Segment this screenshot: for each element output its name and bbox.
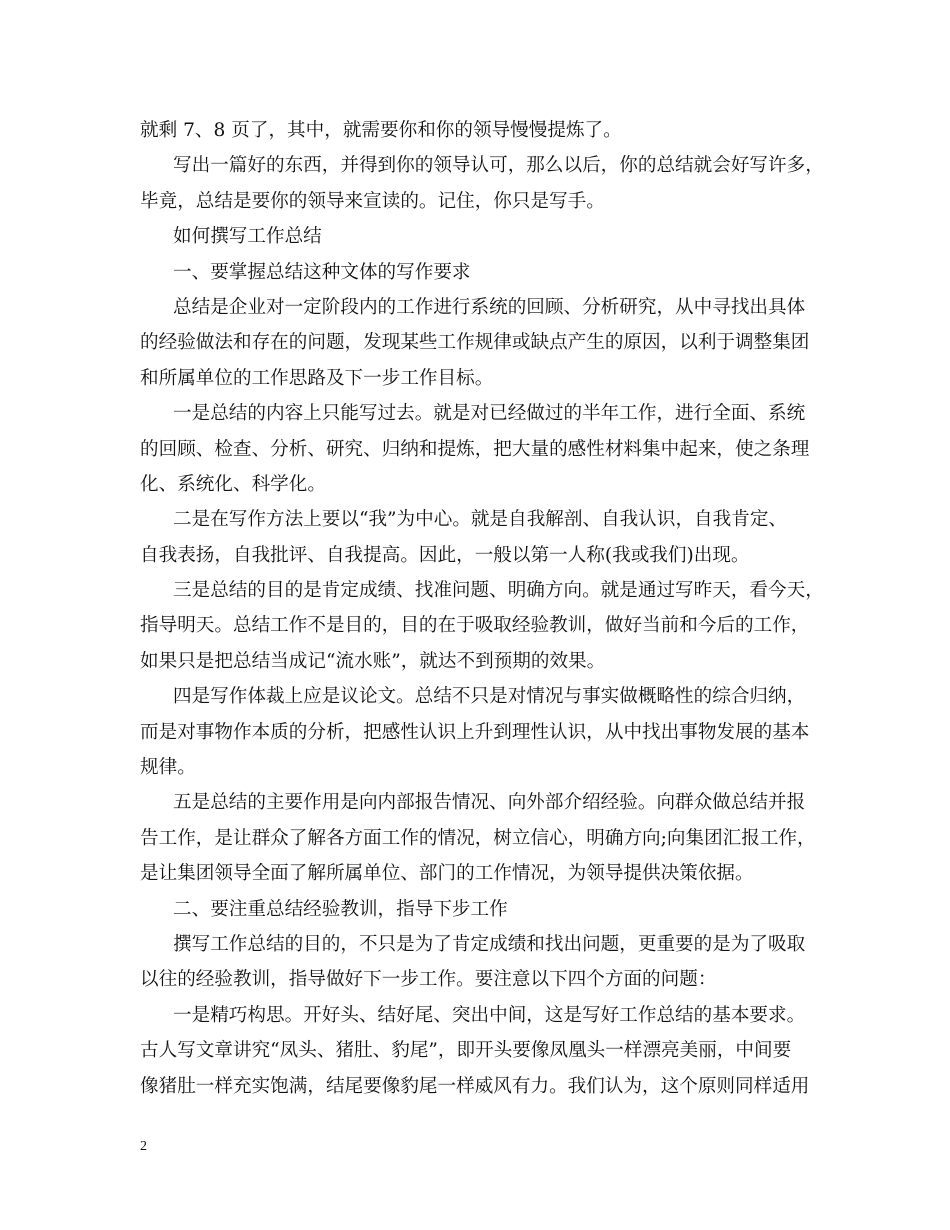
- text-line: 自我表扬，自我批评、自我提高。因此，一般以第一人称(我或我们)出现。: [140, 544, 750, 566]
- text-line: 是让集团领导全面了解所属单位、部门的工作情况，为领导提供决策依据。: [140, 863, 754, 885]
- text-line: 化、系统化、科学化。: [140, 473, 326, 495]
- text-line: 就剩 7、8 页了，其中，就需要你和你的领导慢慢提炼了。: [140, 120, 622, 141]
- text-line: 一是精巧构思。开好头、结好尾、突出中间，这是写好工作总结的基本要求。: [173, 1004, 806, 1026]
- text-line: 指导明天。总结工作不是目的，目的在于吸取经验教训，做好当前和今后的工作，: [140, 615, 810, 637]
- document-body: [140, 113, 824, 1104]
- text-line: 告工作，是让群众了解各方面工作的情况，树立信心，明确方向;向集团汇报工作，: [140, 827, 816, 849]
- text-line: 写出一篇好的东西，并得到你的领导认可，那么以后，你的总结就会好写许多，: [173, 155, 824, 177]
- page-number: 2: [140, 1139, 147, 1154]
- text-line: 四是写作体裁上应是议论文。总结不只是对情况与事实做概略性的综合归纳，: [173, 686, 806, 708]
- text-line: 毕竟，总结是要你的领导来宣读的。记住，你只是写手。: [140, 190, 605, 212]
- text-line: 一是总结的内容上只能写过去。就是对已经做过的半年工作，进行全面、系统: [173, 403, 806, 425]
- text-line: 如果只是把总结当成记“流水账”，就达不到预期的效果。: [140, 650, 606, 672]
- text-line: 如何撰写工作总结: [173, 226, 322, 248]
- text-line: 三是总结的目的是肯定成绩、找准问题、明确方向。就是通过写昨天，看今天，: [173, 580, 824, 602]
- text-line: 撰写工作总结的目的，不只是为了肯定成绩和找出问题，更重要的是为了吸取: [173, 933, 806, 955]
- text-line: 规律。: [140, 757, 196, 779]
- text-line: 的经验做法和存在的问题，发现某些工作规律或缺点产生的原因，以利于调整集团: [140, 332, 810, 354]
- text-line: 五是总结的主要作用是向内部报告情况、向外部介绍经验。向群众做总结并报: [173, 792, 806, 814]
- text-line: 一、要掌握总结这种文体的写作要求: [173, 261, 471, 283]
- text-line: 古人写文章讲究“凤头、猪肚、豹尾”，即开头要像凤凰头一样漂亮美丽，中间要: [140, 1040, 792, 1062]
- text-line: 总结是企业对一定阶段内的工作进行系统的回顾、分析研究，从中寻找出具体: [173, 296, 806, 318]
- text-line: 二、要注重总结经验教训，指导下步工作: [173, 898, 508, 920]
- text-line: 而是对事物作本质的分析，把感性认识上升到理性认识，从中找出事物发展的基本: [140, 721, 810, 743]
- text-line: 以往的经验教训，指导做好下一步工作。要注意以下四个方面的问题：: [140, 969, 717, 991]
- text-line: 和所属单位的工作思路及下一步工作目标。: [140, 367, 494, 389]
- text-line: 像猪肚一样充实饱满，结尾要像豹尾一样威风有力。我们认为，这个原则同样适用: [140, 1075, 810, 1097]
- text-line: 的回顾、检查、分析、研究、归纳和提炼，把大量的感性材料集中起来，使之条理: [140, 438, 810, 460]
- text-line: 二是在写作方法上要以“我”为中心。就是自我解剖、自我认识，自我肯定、: [173, 509, 788, 531]
